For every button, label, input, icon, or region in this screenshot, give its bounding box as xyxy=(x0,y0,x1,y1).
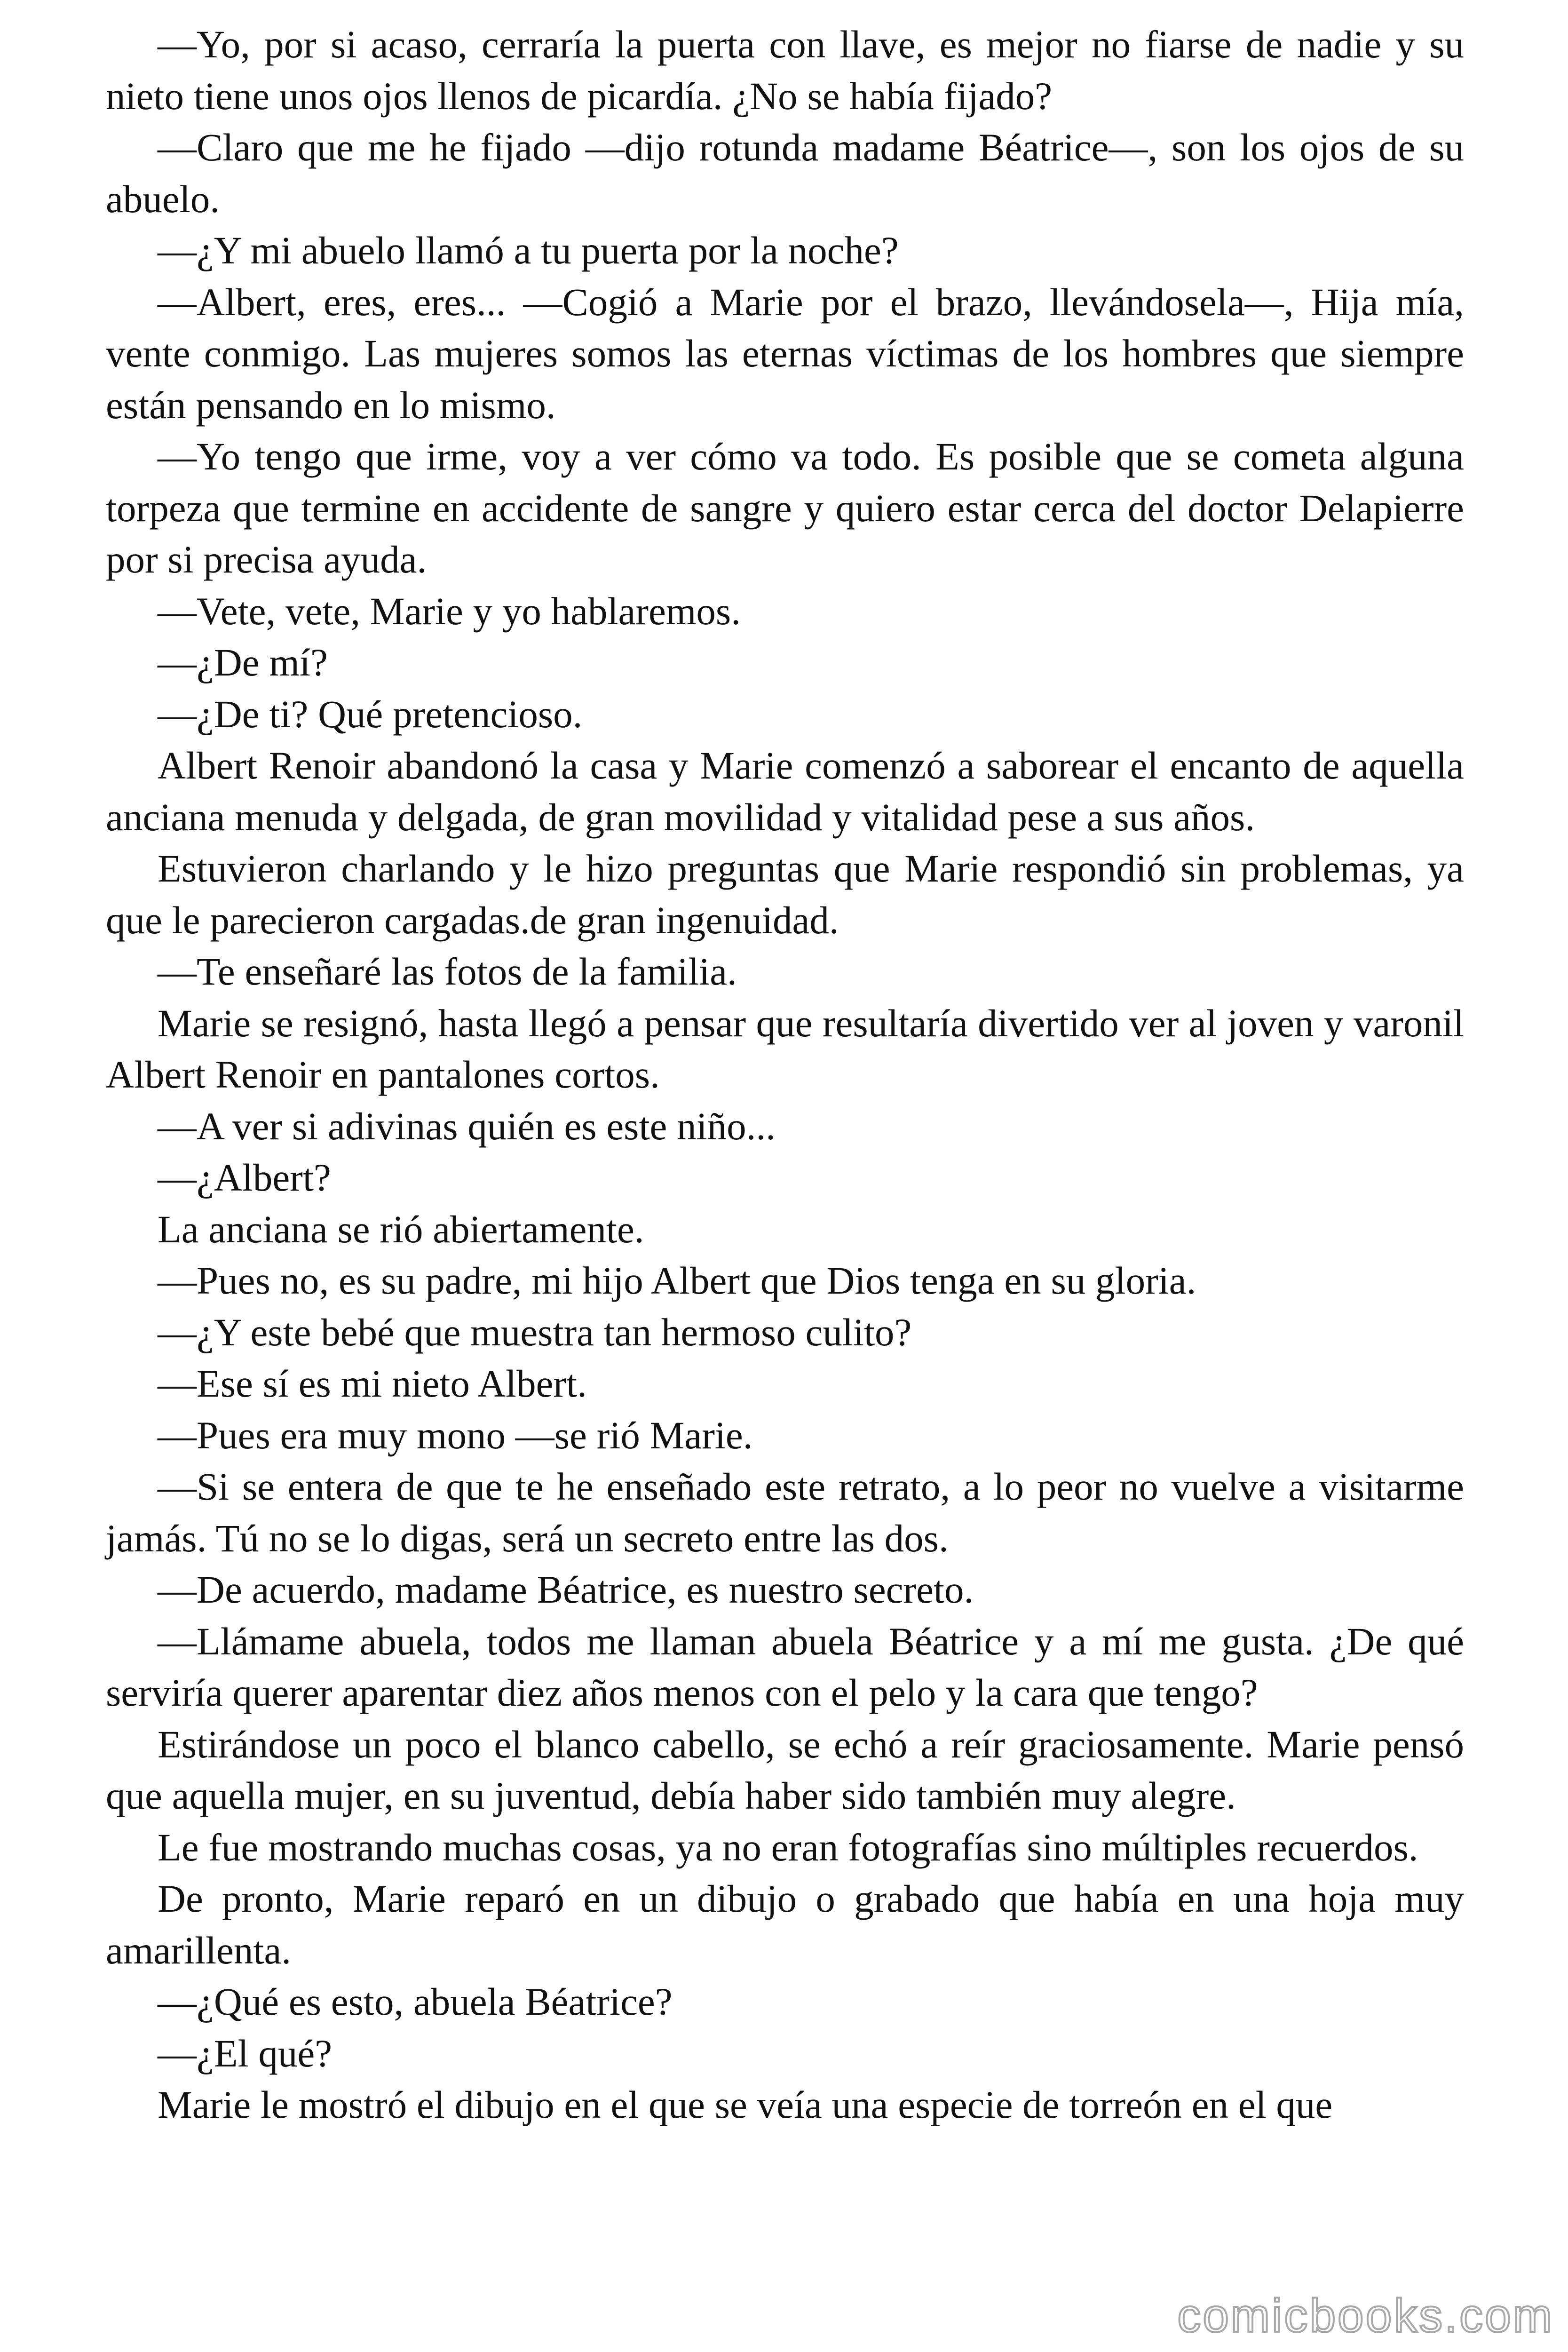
paragraph: —¿De ti? Qué pretencioso. xyxy=(158,692,583,736)
paragraph: —Ese sí es mi nieto Albert. xyxy=(158,1362,587,1405)
paragraph: Le fue mostrando muchas cosas, ya no eran fotografías sino múltiples recuerdos. xyxy=(158,1825,1418,1869)
body-text xyxy=(106,19,1464,2131)
paragraph: —¿Y este bebé que muestra tan hermoso culito? xyxy=(158,1310,912,1354)
paragraph: —Si se entera de que te he enseñado este retrato, a lo peor no vuelve a visitarme jamás. Tú no se lo digas, será un secreto entre las dos. xyxy=(106,1465,1464,1560)
paragraph: —Claro que me he fijado —dijo rotunda madame Béatrice—, son los ojos de su abuelo. xyxy=(106,126,1464,221)
paragraph: —Vete, vete, Marie y yo hablaremos. xyxy=(158,589,741,633)
paragraph: —A ver si adivinas quién es este niño... xyxy=(158,1104,776,1148)
paragraph: —Albert, eres, eres... —Cogió a Marie por el brazo, llevándosela—, Hija mía, vente conmigo. Las mujeres somos las eternas víctimas de los hombres que siempre están pensando en lo mismo. xyxy=(106,280,1464,427)
paragraph: —¿Y mi abuelo llamó a tu puerta por la noche? xyxy=(158,229,899,272)
paragraph: —¿Albert? xyxy=(158,1156,331,1199)
paragraph: —¿Qué es esto, abuela Béatrice? xyxy=(158,1980,673,2023)
paragraph: Marie se resignó, hasta llegó a pensar que resultaría divertido ver al joven y varonil Albert Renoir en pantalones cortos. xyxy=(106,1001,1464,1096)
paragraph: Albert Renoir abandonó la casa y Marie comenzó a saborear el encanto de aquella anciana menuda y delgada, de gran movilidad y vitalidad pese a sus años. xyxy=(106,744,1464,839)
paragraph: Estirándose un poco el blanco cabello, se echó a reír graciosamente. Marie pensó que aquella mujer, en su juventud, debía haber sido también muy alegre. xyxy=(106,1722,1464,1817)
paragraph: —Pues era muy mono —se rió Marie. xyxy=(158,1413,753,1457)
paragraph: —¿De mí? xyxy=(158,641,328,684)
paragraph: —¿El qué? xyxy=(158,2031,333,2075)
paragraph: Estuvieron charlando y le hizo preguntas que Marie respondió sin problemas, ya que le parecieron cargadas.de gran ingenuidad. xyxy=(106,847,1464,942)
paragraph: Marie le mostró el dibujo en el que se veía una especie de torreón en el que xyxy=(158,2083,1333,2126)
paragraph: —Te enseñaré las fotos de la familia. xyxy=(158,950,737,993)
paragraph: —Yo tengo que irme, voy a ver cómo va todo. Es posible que se cometa alguna torpeza que termine en accidente de sangre y quiero estar cerca del doctor Delapierre por si precisa ayuda. xyxy=(106,435,1464,581)
paragraph: La anciana se rió abiertamente. xyxy=(158,1207,644,1251)
paragraph: —Pues no, es su padre, mi hijo Albert que Dios tenga en su gloria. xyxy=(158,1259,1196,1302)
watermark-logo: comicbooks.com xyxy=(1177,2289,1554,2342)
paragraph: —De acuerdo, madame Béatrice, es nuestro secreto. xyxy=(158,1568,974,1611)
paragraph: De pronto, Marie reparó en un dibujo o grabado que había en una hoja muy amarillenta. xyxy=(106,1877,1464,1972)
paragraph: —Llámame abuela, todos me llaman abuela Béatrice y a mí me gusta. ¿De qué serviría querer aparentar diez años menos con el pelo y la cara que tengo? xyxy=(106,1619,1464,1714)
paragraph: —Yo, por si acaso, cerraría la puerta con llave, es mejor no fiarse de nadie y su nieto tiene unos ojos llenos de picardía. ¿No se había fijado? xyxy=(106,23,1464,118)
